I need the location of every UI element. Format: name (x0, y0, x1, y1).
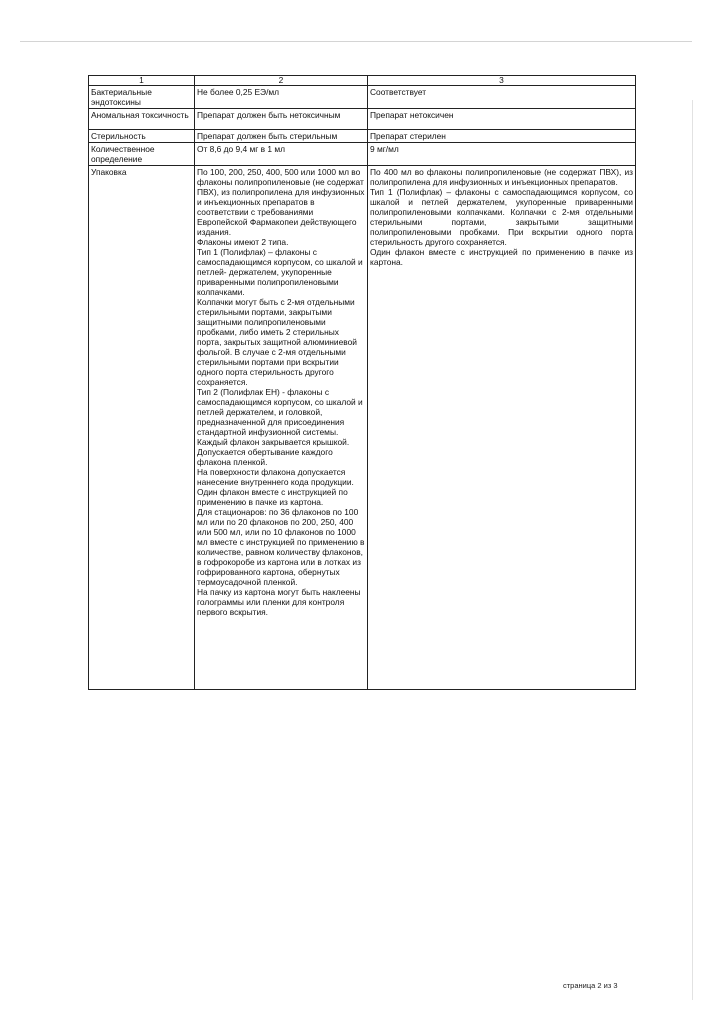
requirement-cell: Не более 0,25 ЕЭ/мл (195, 86, 368, 109)
paragraph: По 100, 200, 250, 400, 500 или 1000 мл во флаконы полипропиленовые (не содержат ПВХ), из полипропилена для инфузионных и инъекционных препаратов в соответствии с требованиями Европейской Фармакопеи действующего издания. (197, 167, 365, 237)
result-cell: 9 мг/мл (368, 143, 636, 166)
paragraph: Для стационаров: по 36 флаконов по 100 мл или по 20 флаконов по 200, 250, 400 или 500 мл, или по 10 флаконов по 1000 мл вместе с инструкцией по применению в количестве, равном количеству флаконов, в гофрокоробе из картона или в лотках из гофрированного картона, обернутых термоусадочной пленкой. (197, 507, 365, 587)
paragraph: На поверхности флакона допускается нанесение внутреннего кода продукции. (197, 467, 354, 487)
page-number: страница 2 из 3 (563, 981, 618, 990)
paragraph: Флаконы имеют 2 типа. (197, 237, 289, 247)
paragraph: Допускается обертывание каждого флакона пленкой. (197, 447, 333, 467)
paragraph: Тип 1 (Полифлак) – флаконы с самоспадающимся корпусом, со шкалой и петлей- держателем, укупоренные приваренными полипропиленовыми колпачками. (197, 247, 363, 297)
column-number-3: 3 (368, 76, 636, 86)
requirement-cell: Препарат должен быть нетоксичным (195, 109, 368, 130)
table-row (89, 86, 636, 109)
packaging-result-cell (368, 166, 636, 690)
param-cell: Стерильность (89, 130, 195, 143)
packaging-row (89, 166, 636, 690)
table-row (89, 143, 636, 166)
paragraph: На пачку из картона могут быть наклеены голограммы или пленки для контроля первого вскрытия. (197, 587, 361, 617)
requirement-cell: От 8,6 до 9,4 мг в 1 мл (195, 143, 368, 166)
requirement-cell: Препарат должен быть стерильным (195, 130, 368, 143)
result-cell: Препарат нетоксичен (368, 109, 636, 130)
column-number-2: 2 (195, 76, 368, 86)
scan-edge-line (692, 100, 693, 1000)
result-cell: Соответствует (368, 86, 636, 109)
table-row (89, 109, 636, 130)
param-cell: Бактериальные эндотоксины (89, 86, 195, 109)
paragraph: Один флакон вместе с инструкцией по применению в пачке из картона. (370, 247, 633, 267)
scan-edge-line (20, 41, 692, 42)
param-cell: Количественное определение (89, 143, 195, 166)
paragraph: Тип 1 (Полифлак) – флаконы с самоспадающимся корпусом, со шкалой и петлей держателем, укупоренные приваренными полипропиленовыми колпачками. Колпачки с 2-мя отдельными стерильными портами, закрытыми защитными полипропиленовыми пробками. При вскрытии одного порта стерильность другого сохраняется. (370, 187, 633, 247)
packaging-requirement-cell (195, 166, 368, 690)
table-header-row (89, 76, 636, 86)
param-cell: Упаковка (89, 166, 195, 690)
paragraph: Один флакон вместе с инструкцией по применению в пачке из картона. (197, 487, 348, 507)
table-row (89, 130, 636, 143)
paragraph: По 400 мл во флаконы полипропиленовые (не содержат ПВХ), из полипропилена для инфузионных и инъекционных препаратов. (370, 167, 633, 187)
specification-table (88, 75, 636, 690)
result-cell: Препарат стерилен (368, 130, 636, 143)
param-cell: Аномальная токсичность (89, 109, 195, 130)
paragraph: Колпачки могут быть с 2-мя отдельными стерильными портами, закрытыми защитными полипропиленовыми пробками, либо иметь 2 стерильных порта, закрытых защитной алюминиевой фольгой. В случае с 2-мя отдельными стерильными портами при вскрытии одного порта стерильность другого сохраняется. (197, 297, 357, 387)
paragraph: Тип 2 (Полифлак ЕН) - флаконы с самоспадающимся корпусом, со шкалой и петлей держателем, и головкой, предназначенной для присоединения стандартной инфузионной системы. Каждый флакон закрывается крышкой. (197, 387, 363, 447)
column-number-1: 1 (89, 76, 195, 86)
